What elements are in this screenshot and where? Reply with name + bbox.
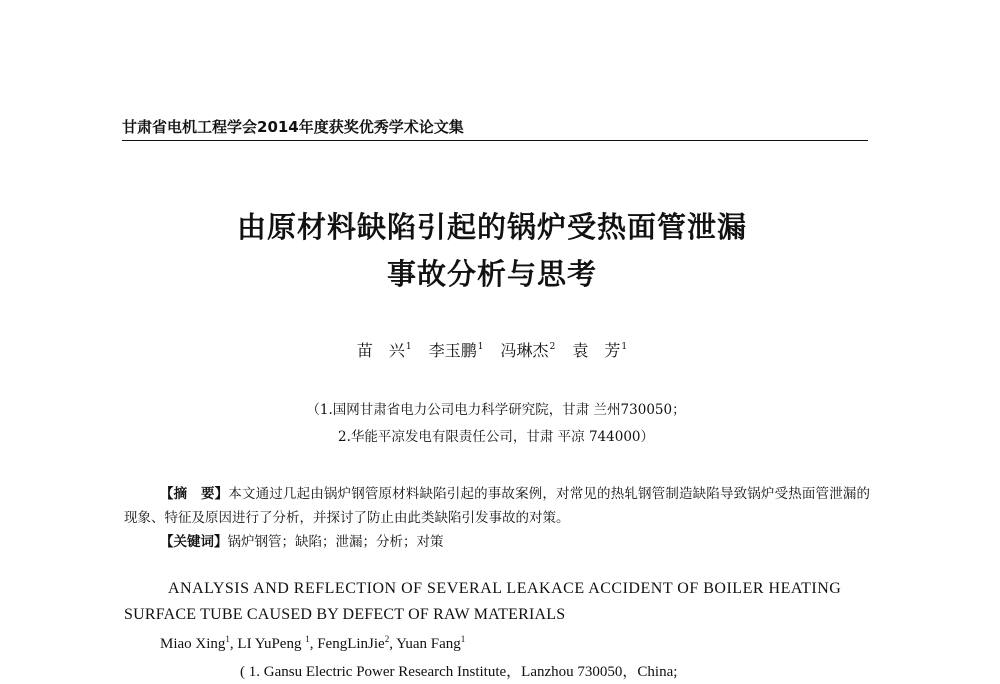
author-name: 李玉鹏 [428,341,477,360]
english-author-mark: 1 [305,634,310,644]
english-author-separator: , [309,636,318,652]
title-line-1: 由原材料缺陷引起的锅炉受热面管泄漏 [236,210,747,244]
abstract [124,482,870,530]
english-author-mark: 1 [225,634,230,644]
english-author-name: Miao Xing [160,636,226,652]
english-author-name: LI YuPeng [237,636,306,652]
running-header: 甘肃省电机工程学会2014年度获奖优秀学术论文集 [122,118,464,136]
author-affiliation-mark: 1 [405,342,412,352]
title-line-2: 事故分析与思考 [386,257,597,291]
keywords-text: 锅炉钢管；缺陷；泄漏；分析；对策 [227,534,444,550]
english-author-name: FengLinJie [317,636,385,652]
author [357,341,412,360]
author-name: 苗 兴 [356,341,405,360]
author [429,341,484,360]
author-affiliation-mark: 1 [477,342,484,352]
author-name: 冯琳杰 [500,341,549,360]
english-title-line-2: SURFACE TUBE CAUSED BY DEFECT OF RAW MATERIALS [124,606,566,623]
english-author-mark: 2 [384,634,390,644]
english-title-line-1: ANALYSIS AND REFLECTION OF SEVERAL LEAKACE ACCIDENT OF BOILER HEATING [168,580,842,597]
english-author-mark: 1 [460,634,466,644]
author [501,341,556,360]
keywords-label: 【关键词】 [160,534,228,550]
english-author-name: Yuan Fang [396,636,461,652]
abstract-text: 本文通过几起由锅炉钢管原材料缺陷引起的事故案例，对常见的热轧钢管制造缺陷导致锅炉受热面管泄漏的现象、特征及原因进行了分析，并探讨了防止由此类缺陷引发事故的对策。 [124,486,871,526]
keywords [160,530,444,550]
author-name: 袁 芳 [572,341,621,360]
affiliation-line-2: 2.华能平凉发电有限责任公司，甘肃 平凉 744000） [338,429,654,445]
author-affiliation-mark: 1 [621,342,628,352]
english-affiliation-line: ( 1. Gansu Electric Power Research Institute，Lanzhou 730050，China; [240,664,678,680]
header-rule [122,140,868,141]
english-author-separator: , [389,636,397,652]
author [572,341,627,360]
author-affiliation-mark: 2 [549,342,556,352]
abstract-label: 【摘 要】 [160,486,229,502]
english-author-separator: , [229,636,238,652]
english-author-list [160,634,465,653]
affiliation-line-1: （1.国网甘肃省电力公司电力科学研究院，甘肃 兰州730050； [306,402,686,418]
author-list [0,338,992,361]
